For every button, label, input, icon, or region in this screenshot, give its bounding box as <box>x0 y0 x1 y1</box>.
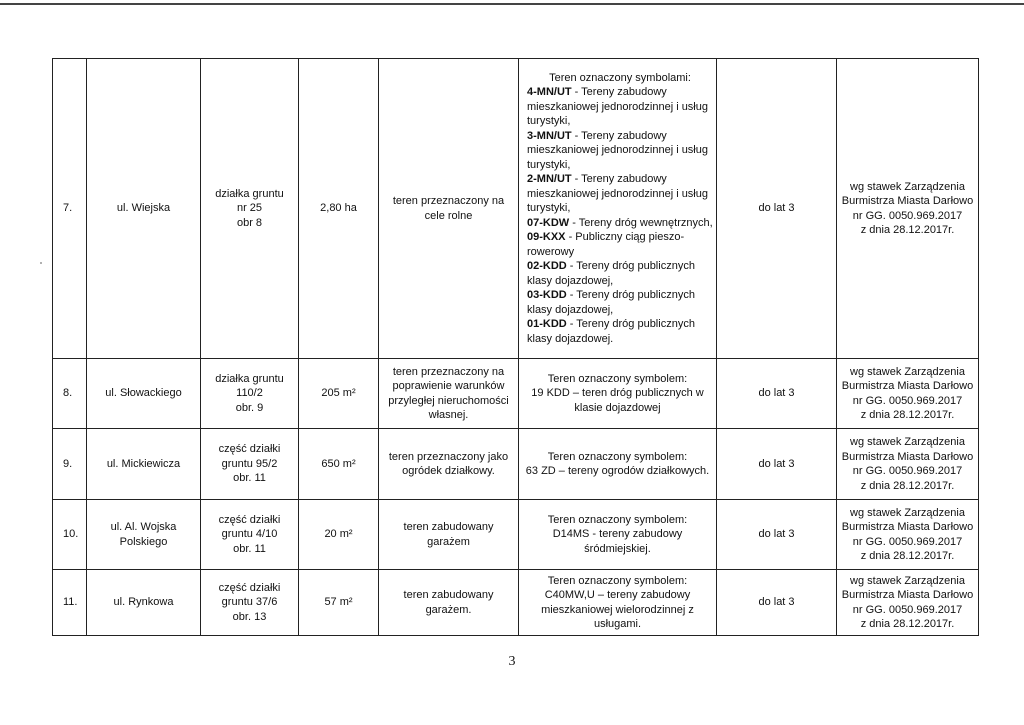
plan-symbol: 01-KDD <box>527 318 567 331</box>
area-cell: 2,80 ha <box>299 59 379 359</box>
plan-text: 19 KDD – teren dróg publicznych w klasie dojazdowej <box>531 387 704 414</box>
row-number: 7. <box>53 59 87 359</box>
plan-symbol: 02-KDD <box>527 260 567 273</box>
fee-line: z dnia 28.12.2017r. <box>860 550 955 562</box>
plan-header: Teren oznaczony symbolem: <box>547 574 688 587</box>
plan-item <box>527 216 713 231</box>
fee-line: nr GG. 0050.969.2017 <box>852 394 963 407</box>
plan-cell <box>519 429 717 500</box>
area-cell: 205 m² <box>299 359 379 429</box>
purpose-cell: teren zabudowany garażem <box>379 500 519 570</box>
fee-line: Burmistrza Miasta Darłowo <box>841 521 974 533</box>
plan-symbol: 07-KDW <box>527 216 570 229</box>
table-row <box>53 59 979 359</box>
purpose-cell: teren przeznaczony na cele rolne <box>379 59 519 359</box>
plan-cell <box>519 570 717 636</box>
fee-cell <box>837 59 979 359</box>
fee-cell <box>837 500 979 570</box>
plan-header: Teren oznaczony symbolem: <box>547 372 688 385</box>
period-cell: do lat 3 <box>717 429 837 500</box>
parcel-line: działka gruntu <box>215 187 284 200</box>
plan-item <box>527 259 713 288</box>
fee-line: z dnia 28.12.2017r. <box>860 409 955 421</box>
plan-item <box>527 288 713 317</box>
fee-line: wg stawek Zarządzenia <box>850 436 965 448</box>
purpose-cell: teren przeznaczony na poprawienie warunków przyległej nieruchomości własnej. <box>379 359 519 429</box>
purpose-cell: teren przeznaczony jako ogródek działkowy. <box>379 429 519 500</box>
parcel-line: obr. 11 <box>233 542 266 555</box>
area-cell: 57 m² <box>299 570 379 636</box>
street-cell: ul. Wiejska <box>87 59 201 359</box>
plan-text: C40MW,U – tereny zabudowy mieszkaniowej wielorodzinnej z usługami. <box>541 589 694 630</box>
parcel-line: obr. 13 <box>232 610 267 623</box>
fee-line: z dnia 28.12.2017r. <box>860 479 955 492</box>
parcel-line: część działki <box>218 443 281 456</box>
parcel-line: obr. 11 <box>233 472 266 485</box>
plan-header: Teren oznaczony symbolem: <box>547 513 688 526</box>
plan-item <box>527 230 713 259</box>
plan-symbol: 3-MN/UT <box>527 129 572 142</box>
plan-desc: - Tereny zabudowy mieszkaniowej jednorodzinnej i usług turystyki, <box>527 86 708 128</box>
parcel-cell <box>201 570 299 636</box>
row-number: 11. <box>53 570 87 636</box>
fee-line: Burmistrza Miasta Darłowo <box>841 380 974 392</box>
fee-line: nr GG. 0050.969.2017 <box>852 603 963 616</box>
parcel-line: część działki <box>218 581 281 594</box>
scan-speck <box>40 262 42 264</box>
document-page <box>52 58 978 636</box>
period-cell: do lat 3 <box>717 570 837 636</box>
plan-desc: - Tereny dróg wewnętrznych, <box>569 216 713 229</box>
parcel-line: 110/2 <box>236 387 263 400</box>
street-cell: ul. Rynkowa <box>87 570 201 636</box>
fee-cell <box>837 429 979 500</box>
plan-desc: - Tereny dróg publicznych klasy dojazdowej. <box>527 318 695 345</box>
purpose-cell: teren zabudowany garażem. <box>379 570 519 636</box>
row-number: 9. <box>53 429 87 500</box>
plan-desc: - Publiczny ciąg pieszo-rowerowy <box>527 231 685 258</box>
fee-line: Burmistrza Miasta Darłowo <box>841 195 974 207</box>
fee-line: Burmistrza Miasta Darłowo <box>841 450 974 463</box>
plan-desc: - Tereny zabudowy mieszkaniowej jednorodzinnej i usług turystyki, <box>527 129 708 171</box>
fee-line: z dnia 28.12.2017r. <box>860 224 955 236</box>
parcel-line: część działki <box>218 513 281 526</box>
period-cell: do lat 3 <box>717 500 837 570</box>
plan-symbol: 03-KDD <box>527 289 567 302</box>
plan-item <box>527 317 713 346</box>
table-row <box>53 500 979 570</box>
plan-item <box>527 129 713 173</box>
street-cell: ul. Mickiewicza <box>87 429 201 500</box>
fee-line: wg stawek Zarządzenia <box>850 574 965 587</box>
plan-item <box>527 85 713 129</box>
parcel-cell <box>201 429 299 500</box>
fee-cell <box>837 359 979 429</box>
plan-item <box>527 172 713 216</box>
plan-cell <box>519 359 717 429</box>
plan-header: Teren oznaczony symbolem: <box>547 450 688 463</box>
row-number: 8. <box>53 359 87 429</box>
plan-desc: - Tereny zabudowy mieszkaniowej jednorodzinnej i usług turystyki, <box>527 173 708 215</box>
plan-symbol: 2-MN/UT <box>527 173 572 186</box>
fee-line: Burmistrza Miasta Darłowo <box>841 589 974 601</box>
area-cell: 650 m² <box>299 429 379 500</box>
street-cell: ul. Słowackiego <box>87 359 201 429</box>
plan-symbol: 4-MN/UT <box>527 86 572 99</box>
fee-line: z dnia 28.12.2017r. <box>860 618 955 630</box>
parcel-cell <box>201 59 299 359</box>
row-number: 10. <box>53 500 87 570</box>
table-row <box>53 359 979 429</box>
table-row <box>53 429 979 500</box>
fee-line: nr GG. 0050.969.2017 <box>852 465 963 477</box>
parcel-cell <box>201 500 299 570</box>
plan-desc: - Tereny dróg publicznych klasy dojazdowej, <box>527 260 695 287</box>
plan-header: Teren oznaczony symbolami: <box>549 71 691 84</box>
plan-symbol: 09-KXX <box>527 231 566 244</box>
area-cell: 20 m² <box>299 500 379 570</box>
period-cell: do lat 3 <box>717 359 837 429</box>
plan-cell <box>519 500 717 570</box>
fee-line: wg stawek Zarządzenia <box>850 365 965 378</box>
plan-text: D14MS - tereny zabudowy śródmiejskiej. <box>552 528 683 555</box>
parcel-cell <box>201 359 299 429</box>
parcel-line: obr 8 <box>236 216 263 229</box>
fee-cell <box>837 570 979 636</box>
fee-line: wg stawek Zarządzenia <box>850 506 965 519</box>
lease-table <box>52 58 979 636</box>
fee-line: nr GG. 0050.969.2017 <box>852 209 963 222</box>
fee-line: wg stawek Zarządzenia <box>850 180 965 193</box>
table-row <box>53 570 979 636</box>
top-border-line <box>0 3 1024 5</box>
parcel-line: gruntu 37/6 <box>221 596 278 609</box>
parcel-line: gruntu 95/2 <box>221 457 278 470</box>
street-cell: ul. Al. Wojska Polskiego <box>87 500 201 570</box>
plan-cell <box>519 59 717 359</box>
parcel-line: obr. 9 <box>235 401 264 414</box>
period-cell: do lat 3 <box>717 59 837 359</box>
plan-desc: - Tereny dróg publicznych klasy dojazdowej, <box>527 289 695 316</box>
plan-text: 63 ZD – tereny ogrodów działkowych. <box>525 465 710 477</box>
parcel-line: gruntu 4/10 <box>221 528 278 541</box>
parcel-line: działka gruntu <box>215 372 284 385</box>
parcel-line: nr 25 <box>236 202 263 215</box>
page-number: 3 <box>508 654 516 669</box>
fee-line: nr GG. 0050.969.2017 <box>852 535 963 548</box>
